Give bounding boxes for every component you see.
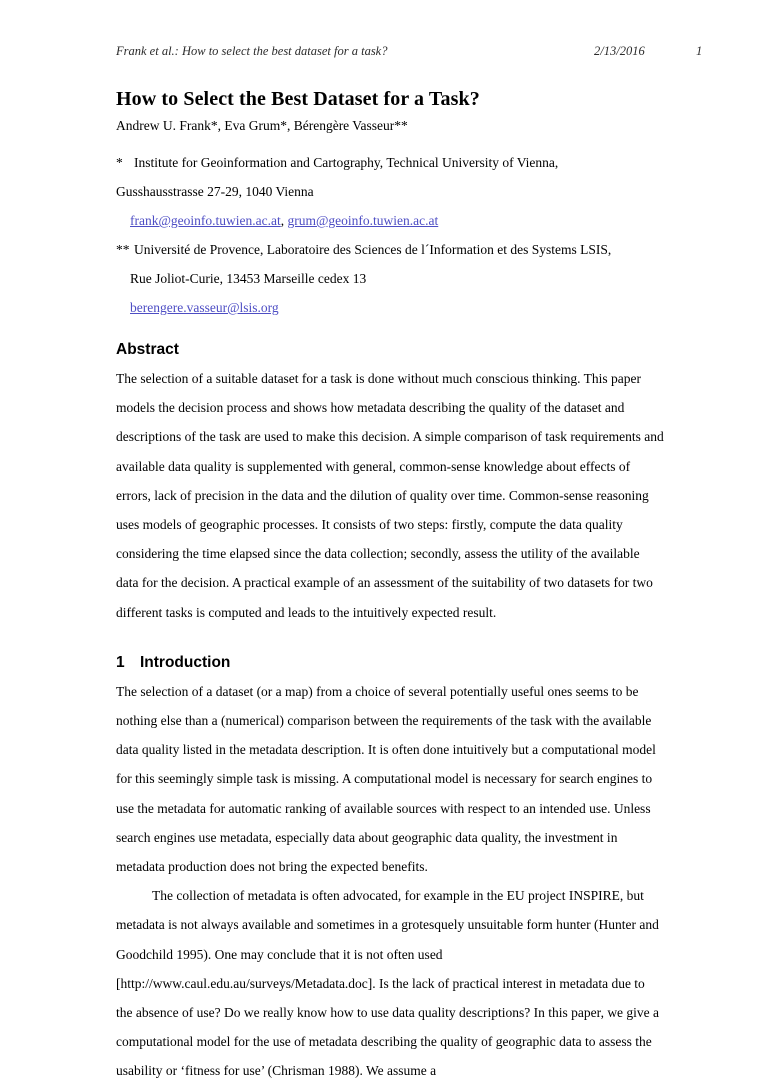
header-citation: Frank et al.: How to select the best dataset for a task?	[116, 44, 388, 58]
affiliation-1-line-2: Gusshausstrasse 27-29, 1040 Vienna	[116, 184, 314, 199]
affiliation-1-emails	[116, 206, 664, 235]
email-link-frank[interactable]: frank@geoinfo.tuwien.ac.at	[130, 213, 281, 228]
header-page-number: 1	[696, 44, 703, 58]
page-title: How to Select the Best Dataset for a Task?	[116, 88, 480, 110]
author-list: Andrew U. Frank*, Eva Grum*, Bérengère Vasseur**	[116, 118, 408, 133]
header-date: 2/13/2016	[594, 44, 645, 58]
affiliation-2-line-1	[116, 235, 664, 264]
affiliation-block-2	[116, 235, 664, 322]
email-link-vasseur[interactable]: berengere.vasseur@lsis.org	[130, 300, 279, 315]
email-separator-1: ,	[280, 213, 288, 228]
affiliation-block-1	[116, 148, 664, 235]
affiliation-1-line-1	[116, 148, 664, 177]
section-title-1: Introduction	[140, 653, 231, 671]
section-number-1: 1	[116, 653, 125, 671]
affiliation-2-text-1: Université de Provence, Laboratoire des Sciences de l´Information et des Systems LSIS,	[134, 242, 612, 257]
abstract-text: The selection of a suitable dataset for a task is done without much conscious thinking. This paper models the decision process and shows how metadata describing the quality of the dataset and descriptions of the task are used to make this decision. A simple comparison of task requirements and available data quality is supplemented with general, common-sense knowledge about effects of errors, lack of precision in the data and the dilution of quality over time. Common-sense reasoning uses models of geographic processes. It consists of two steps: firstly, compute the data quality considering the time elapsed since the data collection; secondly, assess the utility of the available data for the decision. A practical example of an assessment of the suitability of two datasets for two different tasks is computed and leads to the intuitively expected result.	[116, 371, 664, 620]
section-heading-introduction	[116, 653, 664, 673]
affiliation-1-marker: *	[116, 155, 123, 170]
affiliation-2-marker: **	[116, 242, 130, 257]
running-header	[116, 44, 706, 59]
document-content	[116, 86, 664, 1086]
affiliation-2-line-2: Rue Joliot-Curie, 13453 Marseille cedex 13	[130, 271, 367, 286]
section-1-paragraph-2: The collection of metadata is often advocated, for example in the EU project INSPIRE, but metadata is not always available and sometimes in a grotesquely unsuitable form hunter (Hunter and Goodchild 1995). One may conclude that it is not often used [http://www.caul.edu.au/surveys/Metadata.doc]. Is the lack of practical interest in metadata due to the absence of use? Do we really know how to use data quality descriptions? In this paper, we give a computational model for the use of metadata describing the quality of geographic data to assess the usability or ‘fitness for use’ (Chrisman 1988). We assume a	[116, 888, 660, 1079]
affiliation-2-emails	[116, 293, 664, 322]
email-link-grum[interactable]: grum@geoinfo.tuwien.ac.at	[287, 213, 439, 228]
abstract-heading: Abstract	[116, 341, 179, 358]
affiliation-1-text-1: Institute for Geoinformation and Cartography, Technical University of Vienna,	[134, 155, 559, 170]
section-1-paragraph-1: The selection of a dataset (or a map) from a choice of several potentially useful ones seems to be nothing else than a (numerical) comparison between the requirements of the task with the available data quality listed in the metadata description. It is often done intuitively but a computational model for this seemingly simple task is missing. A computational model is necessary for search engines to use the metadata for automatic ranking of available sources with respect to an intended use. Unless search engines use metadata, especially data about geographic data quality, the investment in metadata production does not bring the expected benefits.	[116, 683, 656, 875]
